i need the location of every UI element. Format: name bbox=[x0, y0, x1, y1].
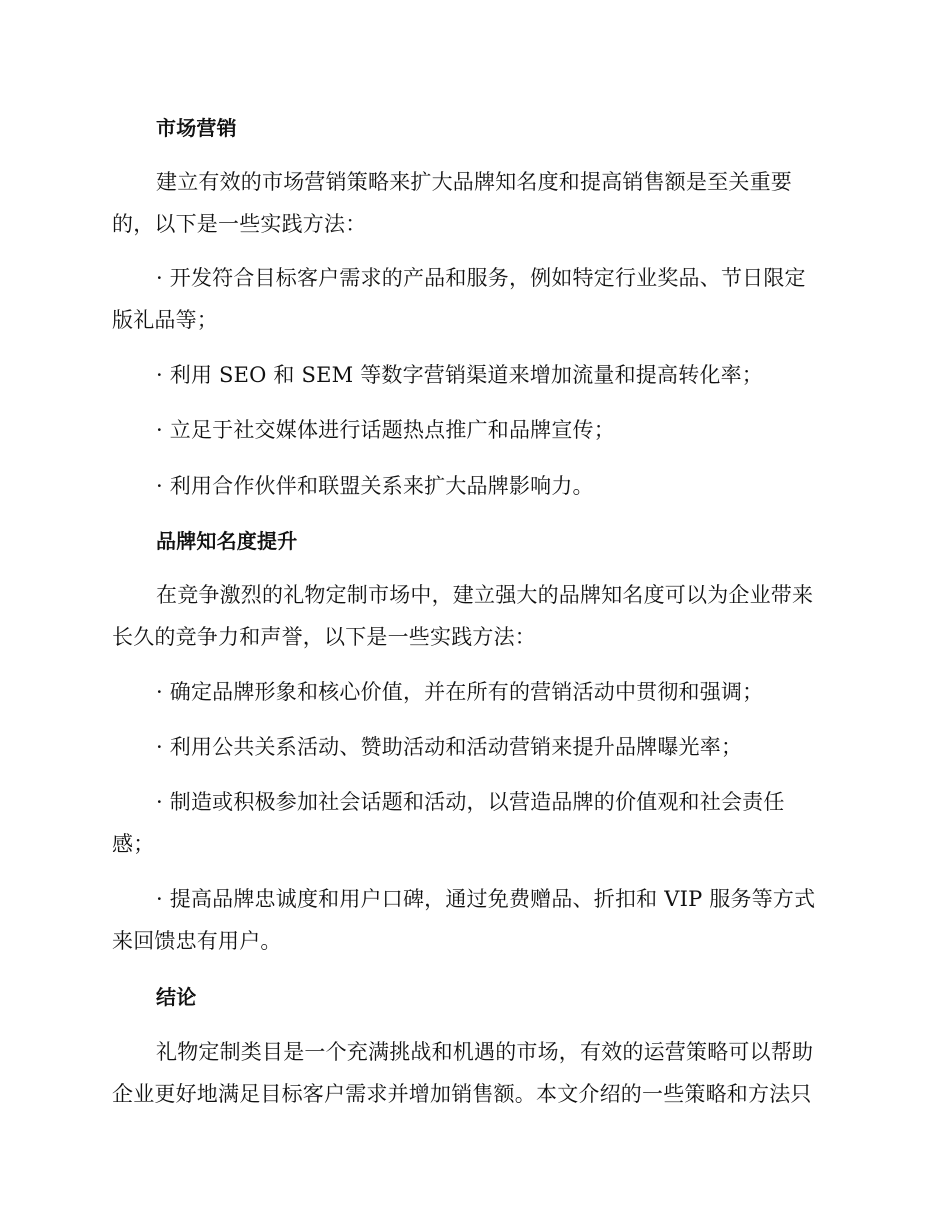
bullet-item: · 利用合作伙伴和联盟关系来扩大品牌影响力。 bbox=[156, 474, 594, 498]
paragraph-line: 建立有效的市场营销策略来扩大品牌知名度和提高销售额是至关重要 bbox=[156, 170, 792, 194]
bullet-item: · 利用 SEO 和 SEM 等数字营销渠道来增加流量和提高转化率； bbox=[156, 363, 764, 387]
bullet-item-continuation: 感； bbox=[112, 832, 155, 856]
section-heading-marketing: 市场营销 bbox=[156, 116, 237, 140]
paragraph-line: 的，以下是一些实践方法： bbox=[112, 212, 367, 236]
bullet-item: · 制造或积极参加社会话题和活动，以营造品牌的价值观和社会责任 bbox=[156, 790, 785, 814]
bullet-item: · 立足于社交媒体进行话题热点推广和品牌宣传； bbox=[156, 418, 615, 442]
bullet-item: · 开发符合目标客户需求的产品和服务，例如特定行业奖品、节日限定 bbox=[156, 266, 806, 290]
paragraph-line: 在竞争激烈的礼物定制市场中，建立强大的品牌知名度可以为企业带来 bbox=[156, 583, 814, 607]
paragraph-line: 礼物定制类目是一个充满挑战和机遇的市场，有效的运营策略可以帮助 bbox=[156, 1040, 814, 1064]
bullet-item-continuation: 版礼品等； bbox=[112, 308, 218, 332]
section-heading-brand-awareness: 品牌知名度提升 bbox=[156, 529, 298, 553]
bullet-item: · 确定品牌形象和核心价值，并在所有的营销活动中贯彻和强调； bbox=[156, 680, 764, 704]
paragraph-line: 长久的竞争力和声誉，以下是一些实践方法： bbox=[112, 625, 536, 649]
bullet-item-continuation: 来回馈忠有用户。 bbox=[112, 929, 282, 953]
section-heading-conclusion: 结论 bbox=[156, 985, 197, 1009]
bullet-item: · 利用公共关系活动、赞助活动和活动营销来提升品牌曝光率； bbox=[156, 735, 743, 759]
paragraph-line: 企业更好地满足目标客户需求并增加销售额。本文介绍的一些策略和方法只 bbox=[112, 1082, 812, 1106]
bullet-item: · 提高品牌忠诚度和用户口碑，通过免费赠品、折扣和 VIP 服务等方式 bbox=[156, 887, 816, 911]
